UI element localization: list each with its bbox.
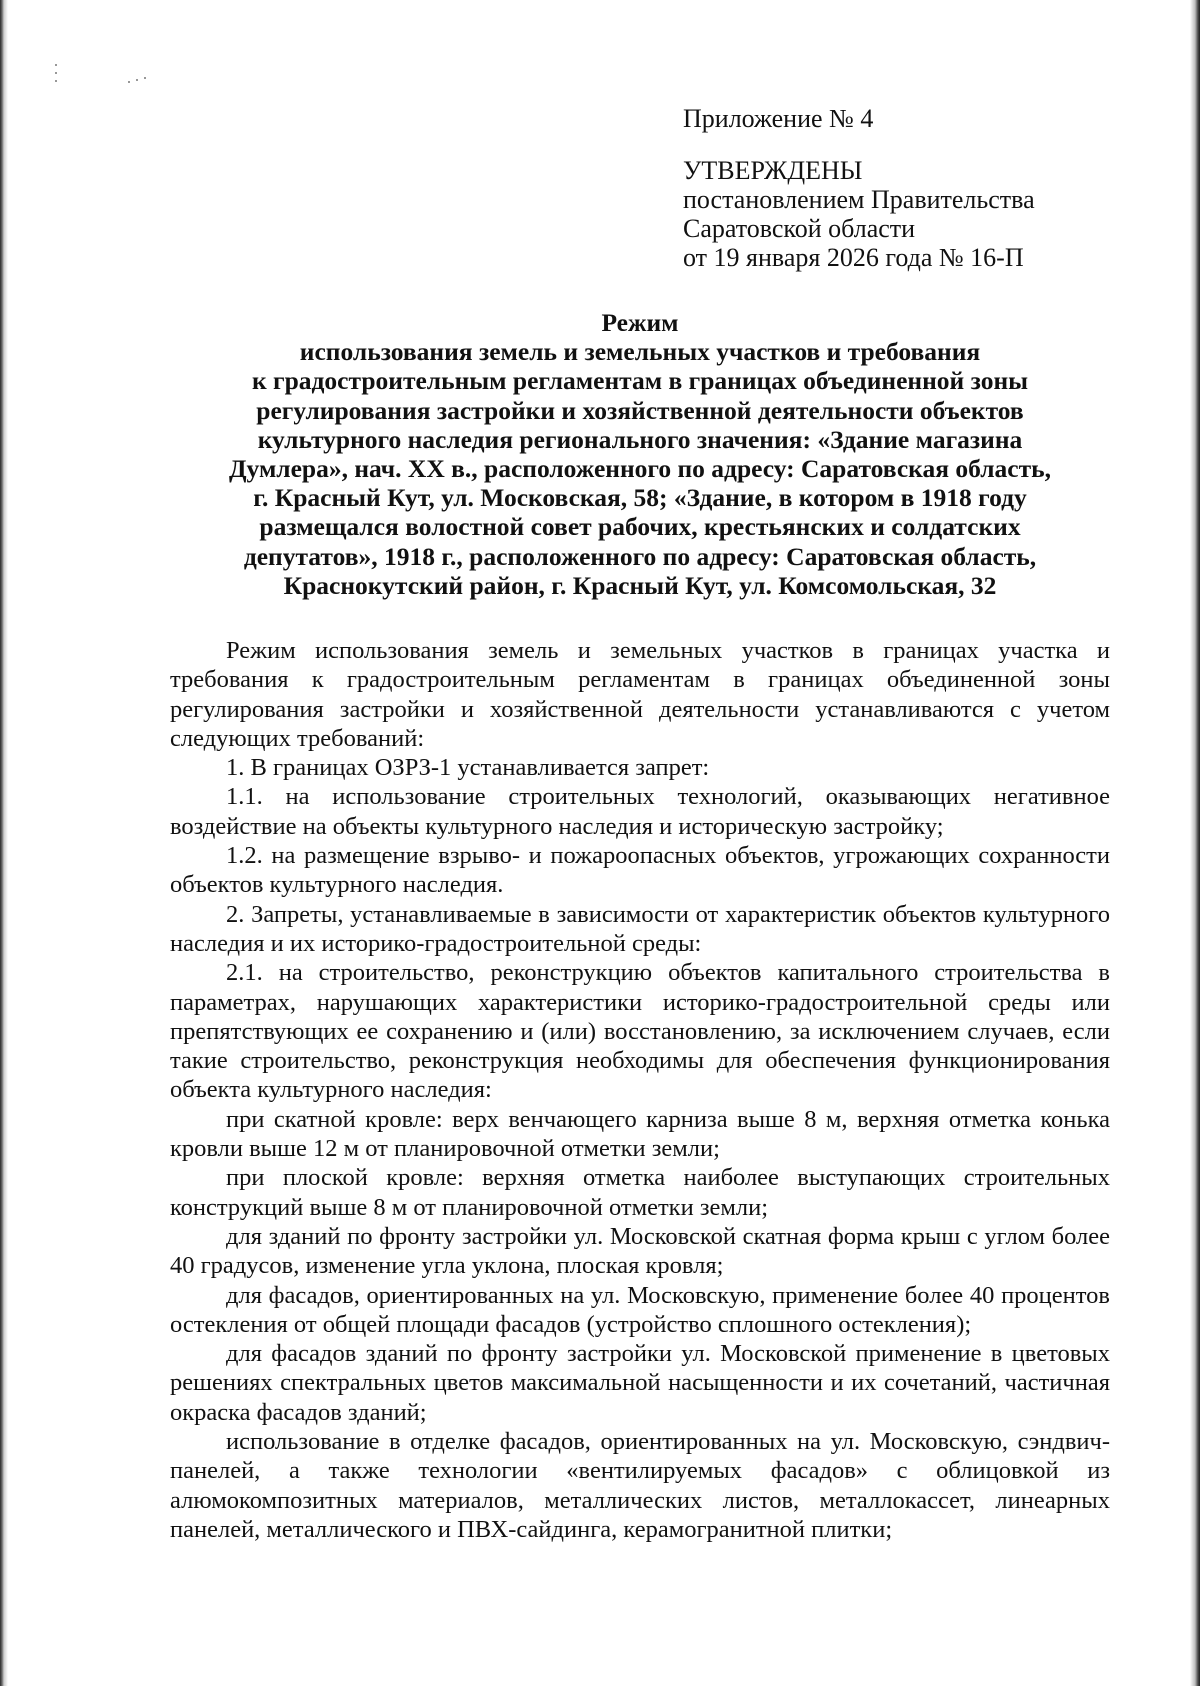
body-paragraph: при скатной кровле: верх венчающего карниза выше 8 м, верхняя отметка конька кровли выше 12 м от планировочной отметки земли; (170, 1105, 1110, 1163)
scan-speck (128, 81, 130, 83)
title-line: г. Красный Кут, ул. Московская, 58; «Здание, в котором в 1918 году (253, 483, 1027, 513)
body-paragraph: использование в отделке фасадов, ориентированных на ул. Московскую, сэндвич-панелей, а также технологии «вентилируемых фасадов» с облицовкой из алюмокомпозитных материалов, металлических листов, металлокассет, линеарных панелей, металлического и ПВХ-сайдинга, керамогранитной плитки; (170, 1428, 1110, 1543)
title-line: размещался волостной совет рабочих, крестьянских и солдатских (259, 512, 1021, 542)
body-paragraph: 1.2. на размещение взрыво- и пожароопасных объектов, угрожающих сохранности объектов культурного наследия. (170, 842, 1110, 899)
body-paragraph: при плоской кровле: верхняя отметка наиболее выступающих строительных конструкций выше 8 м от планировочной отметки земли; (170, 1164, 1110, 1221)
scan-speck (144, 77, 146, 79)
approval-block (683, 104, 1123, 272)
title-line: Думлера», нач. XX в., расположенного по адресу: Саратовская область, (228, 454, 1052, 484)
title-line: культурного наследия регионального значения: «Здание магазина (257, 424, 1023, 454)
title-line: Краснокутский район, г. Красный Кут, ул. Комсомольская, 32 (283, 570, 997, 600)
approval-line-2: Саратовской области (683, 214, 916, 243)
body-paragraph: для фасадов, ориентированных на ул. Московскую, применение более 40 процентов остекления от общей площади фасадов (устройство сплошного остекления); (170, 1281, 1110, 1338)
title-heading: Режим (601, 308, 679, 337)
body-paragraph: 1.1. на использование строительных технологий, оказывающих негативное воздействие на объекты культурного наследия и историческую застройку; (170, 783, 1110, 840)
title-line: к градостроительным регламентам в границах объединенной зоны (251, 366, 1029, 396)
body-paragraph: 2. Запреты, устанавливаемые в зависимости от характеристик объектов культурного наследия и их историко-градостроительной среды: (170, 900, 1110, 957)
body-paragraph: для фасадов зданий по фронту застройки ул. Московской применение в цветовых решениях спектральных цветов максимальной насыщенности и их сочетаний, частичная окраска фасадов зданий; (170, 1340, 1110, 1426)
approval-line-1: постановлением Правительства (683, 185, 1035, 214)
title-line: депутатов», 1918 г., расположенного по адресу: Саратовская область, (243, 541, 1037, 571)
scan-speck (55, 80, 57, 82)
approved-label: УТВЕРЖДЕНЫ (683, 156, 863, 185)
appendix-number: Приложение № 4 (683, 104, 874, 133)
scan-edge-left (0, 0, 8, 1686)
document-title (160, 308, 1120, 600)
scan-speck (55, 72, 57, 74)
scan-speck (136, 79, 138, 81)
title-line: использования земель и земельных участков и требования (299, 337, 981, 367)
scan-speck (55, 64, 57, 66)
title-line: регулирования застройки и хозяйственной деятельности объектов (256, 395, 1024, 425)
scan-edge-right (1190, 0, 1200, 1686)
body-paragraph: 2.1. на строительство, реконструкцию объектов капитального строительства в параметрах, нарушающих характеристики историко-градостроительной среды или препятствующих ее сохранению и (или) восстановлению, за исключением случаев, если такие строительство, реконструкция необходимы для обеспечения функционирования объекта культурного наследия: (170, 959, 1110, 1104)
approval-line-3: от 19 января 2026 года № 16-П (683, 243, 1024, 272)
body-paragraph: Режим использования земель и земельных участков в границах участка и требования к градостроительным регламентам в границах объединенной зоны регулирования застройки и хозяйственной деятельности устанавливаются с учетом следующих требований: (170, 637, 1110, 752)
body-paragraph: 1. В границах ОЗРЗ-1 устанавливается запрет: (226, 754, 710, 782)
document-body (170, 636, 1110, 1544)
body-paragraph: для зданий по фронту застройки ул. Московской скатная форма крыш с углом более 40 градусов, изменение угла уклона, плоская кровля; (170, 1222, 1110, 1280)
